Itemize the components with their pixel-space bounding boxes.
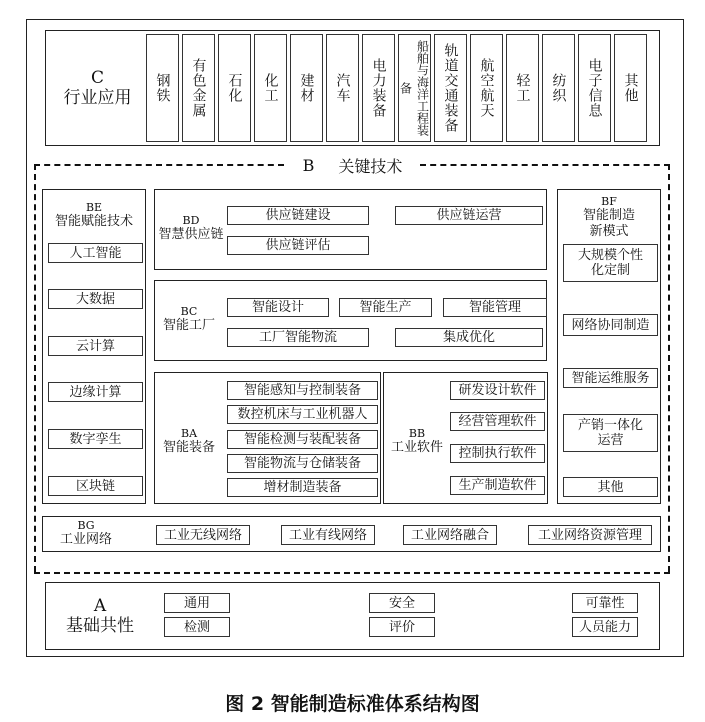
be-item: 数字孪生 <box>48 429 143 449</box>
be-code: BE <box>85 201 103 214</box>
bc-item: 集成优化 <box>395 328 543 347</box>
industry-item: 船舶与海洋工程装备 <box>398 34 431 142</box>
bg-header <box>46 519 126 549</box>
bg-code: BG <box>77 519 95 532</box>
b-dash-bottom <box>34 572 670 574</box>
b-name: 关键技术 <box>338 156 403 176</box>
be-item: 大数据 <box>48 289 143 309</box>
bd-item: 供应链运营 <box>395 206 543 225</box>
bb-item: 研发设计软件 <box>450 381 545 400</box>
industry-item: 汽车 <box>326 34 359 142</box>
be-header <box>44 199 144 233</box>
bc-code: BC <box>180 305 198 318</box>
bf-item: 智能运维服务 <box>563 368 658 388</box>
a-name: 基础共性 <box>66 616 134 636</box>
a-item: 检测 <box>164 617 230 637</box>
bb-header <box>384 425 450 459</box>
bg-name: 工业网络 <box>59 532 112 547</box>
ba-code: BA <box>180 427 198 440</box>
industry-item: 建材 <box>290 34 323 142</box>
bf-item: 大规模个性化定制 <box>563 244 658 282</box>
industry-item: 纺织 <box>542 34 575 142</box>
bb-name: 工业软件 <box>390 440 443 455</box>
bg-item: 工业网络融合 <box>403 525 497 545</box>
be-item: 边缘计算 <box>48 382 143 402</box>
industry-item: 电子信息 <box>578 34 611 142</box>
industry-item: 电力装备 <box>362 34 395 142</box>
bc-item: 智能设计 <box>227 298 329 317</box>
bc-item: 工厂智能物流 <box>227 328 369 347</box>
industry-list <box>145 34 653 142</box>
industry-item: 轨道交通装备 <box>434 34 467 142</box>
bf-header <box>559 195 659 241</box>
bc-item: 智能管理 <box>443 298 547 317</box>
bb-code: BB <box>408 427 426 440</box>
b-dash-top-right <box>420 164 670 166</box>
bd-item: 供应链建设 <box>227 206 369 225</box>
ba-item: 智能物流与仓储装备 <box>227 454 378 473</box>
bf-item: 产销一体化运营 <box>563 414 658 452</box>
a-item: 评价 <box>369 617 435 637</box>
be-name: 智能赋能技术 <box>54 214 133 229</box>
be-item: 云计算 <box>48 336 143 356</box>
a-item: 安全 <box>369 593 435 613</box>
c-section-label <box>50 60 145 116</box>
ba-item: 智能检测与装配装备 <box>227 430 378 449</box>
bc-name: 智能工厂 <box>162 318 215 333</box>
bd-name: 智慧供应链 <box>158 227 224 242</box>
ba-item: 智能感知与控制装备 <box>227 381 378 400</box>
bb-item: 生产制造软件 <box>450 476 545 495</box>
ba-name: 智能装备 <box>162 440 215 455</box>
industry-item: 石化 <box>218 34 251 142</box>
a-item: 可靠性 <box>572 593 638 613</box>
industry-item: 轻工 <box>506 34 539 142</box>
bb-item: 控制执行软件 <box>450 444 545 463</box>
be-item: 区块链 <box>48 476 143 496</box>
ba-header <box>156 425 222 459</box>
figure-caption: 图 2 智能制造标准体系结构图 <box>225 692 480 715</box>
c-name: 行业应用 <box>63 88 132 108</box>
bf-item: 其他 <box>563 477 658 497</box>
be-item: 人工智能 <box>48 243 143 263</box>
bf-name: 智能制造新模式 <box>582 208 635 239</box>
a-code: A <box>93 596 107 616</box>
bg-item: 工业无线网络 <box>156 525 250 545</box>
a-section-label <box>50 590 150 642</box>
bg-item: 工业网络资源管理 <box>528 525 652 545</box>
bf-code: BF <box>601 195 617 208</box>
b-dash-top-left <box>34 164 284 166</box>
bg-item: 工业有线网络 <box>281 525 375 545</box>
bf-item: 网络协同制造 <box>563 314 658 336</box>
a-item: 通用 <box>164 593 230 613</box>
bb-item: 经营管理软件 <box>450 412 545 431</box>
b-dash-right <box>668 164 670 572</box>
b-section-title <box>285 153 420 177</box>
ba-item: 数控机床与工业机器人 <box>227 405 378 424</box>
bd-item: 供应链评估 <box>227 236 369 255</box>
bd-code: BD <box>182 214 200 227</box>
bc-item: 智能生产 <box>339 298 432 317</box>
ba-item: 增材制造装备 <box>227 478 378 497</box>
industry-item: 航空航天 <box>470 34 503 142</box>
c-code: C <box>90 68 104 88</box>
a-item: 人员能力 <box>572 617 638 637</box>
industry-item: 化工 <box>254 34 287 142</box>
industry-item: 钢铁 <box>146 34 179 142</box>
bd-header <box>155 212 227 246</box>
industry-item: 有色金属 <box>182 34 215 142</box>
b-code: B <box>302 155 315 175</box>
industry-item: 其他 <box>614 34 647 142</box>
b-dash-left <box>34 164 36 572</box>
bc-header <box>155 303 223 337</box>
